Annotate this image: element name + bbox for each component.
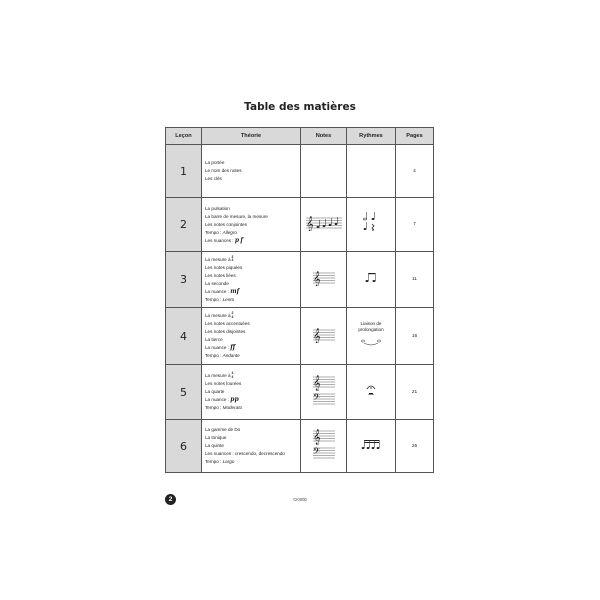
theorie-mesure: La mesure à4 4 [205, 371, 234, 379]
lecon-number: 1 [166, 145, 202, 198]
page-number: 11 [396, 252, 434, 308]
table-row [166, 420, 434, 473]
theorie-nuance: Les nuances : p f [205, 236, 243, 244]
theorie-item: Les notes liées [205, 272, 236, 278]
theorie-nuance: La nuance : mf [205, 287, 240, 295]
lecon-number: 4 [166, 308, 202, 365]
theorie-item: La portée [205, 160, 225, 165]
table-row [166, 145, 434, 198]
theorie-item: La quarte [205, 389, 225, 394]
notes-cell [301, 252, 347, 308]
theorie-mesure: La mesure à2 4 [205, 311, 234, 319]
treble-staff-icon [311, 325, 337, 343]
theorie-item: La pulsation [205, 205, 230, 211]
theorie-item: Les nuances : crescendo, decrescendo [205, 451, 285, 456]
header-theorie: Théorie [202, 128, 301, 145]
beamed-eighths-icon [361, 270, 381, 284]
rythmes-cell [347, 252, 396, 308]
lecon-number: 2 [166, 198, 202, 252]
page-number: 7 [396, 198, 434, 252]
theorie-tempo: Tempo : Lento [205, 296, 235, 302]
half-note-quarter-rest-icon [359, 211, 383, 233]
header-lecon: Leçon [166, 128, 202, 145]
toc-table [165, 127, 434, 473]
header-rythmes: Rythmes [347, 128, 396, 145]
lecon-number: 3 [166, 252, 202, 308]
theorie-item: Les notes lourées [205, 381, 242, 386]
rythmes-text: prolongation [358, 327, 384, 332]
theorie-cell [202, 252, 301, 308]
rythmes-cell [347, 308, 396, 365]
svg-text:𝄞: 𝄞 [312, 375, 321, 391]
tie-icon [359, 336, 383, 346]
rythmes-cell [347, 145, 396, 198]
rythmes-cell [347, 365, 396, 420]
treble-staff-icon [311, 268, 337, 286]
table-row [166, 308, 434, 365]
time-signature: 2 4 [231, 311, 234, 319]
theorie-cell [202, 420, 301, 473]
theorie-cell [202, 145, 301, 198]
page-number: 4 [396, 145, 434, 198]
treble-staff-notes-icon [304, 213, 344, 231]
table-row [166, 198, 434, 252]
theorie-cell [202, 308, 301, 365]
theorie-nuance: La nuance : ff [205, 344, 236, 351]
theorie-nuance: La nuance : pp [205, 396, 239, 403]
sixteenth-notes-icon [359, 437, 383, 451]
table-row [166, 252, 434, 308]
svg-text:𝄞: 𝄞 [312, 328, 321, 343]
theorie-mesure: La mesure à3 4 [205, 254, 234, 263]
rythmes-text: Liaison de [360, 321, 382, 326]
theorie-item: La seconde [205, 280, 229, 286]
time-signature: 3 4 [231, 254, 234, 263]
table-row [166, 365, 434, 420]
notes-cell [301, 420, 347, 473]
footer-code: CI0000 [293, 497, 307, 502]
theorie-cell [202, 198, 301, 252]
theorie-item: Les notes piquées [205, 264, 243, 270]
theorie-item: Les notes accentuées [205, 321, 250, 326]
theorie-tempo: Tempo : Andante [205, 353, 240, 358]
grand-staff-icon [311, 373, 337, 407]
time-signature: 4 4 [231, 371, 234, 379]
svg-text:𝄞: 𝄞 [312, 272, 321, 286]
notes-cell [301, 308, 347, 365]
grand-staff-icon [311, 427, 337, 461]
theorie-item: La gamme de Do [205, 427, 241, 432]
theorie-item: La barre de mesure, la mesure [205, 213, 268, 219]
svg-text:𝄢: 𝄢 [312, 391, 320, 405]
theorie-item: La tonique [205, 435, 227, 440]
theorie-item: La tierce [205, 337, 223, 342]
theorie-tempo: Tempo : Allegro [205, 229, 237, 235]
theorie-tempo: Tempo : Largo [205, 459, 235, 464]
notes-cell [301, 198, 347, 252]
theorie-item: Le nom des notes [205, 168, 242, 173]
theorie-item: Les notes disjointes [205, 329, 246, 334]
rythmes-cell [347, 420, 396, 473]
page-number: 16 [396, 308, 434, 365]
page-number-badge: 2 [165, 494, 176, 505]
notes-cell [301, 365, 347, 420]
svg-text:𝄞: 𝄞 [312, 429, 321, 445]
header-notes: Notes [301, 128, 347, 145]
lecon-number: 5 [166, 365, 202, 420]
lecon-number: 6 [166, 420, 202, 473]
theorie-item: Les notes conjointes [205, 221, 247, 227]
svg-text:𝄞: 𝄞 [305, 217, 314, 231]
fermata-rest-icon [361, 380, 381, 400]
svg-text:𝄢: 𝄢 [312, 445, 320, 459]
header-pages: Pages [396, 128, 434, 145]
theorie-item: Les clés [205, 176, 222, 181]
header-row [166, 128, 434, 145]
theorie-cell [202, 365, 301, 420]
page-title: Table des matières [244, 101, 356, 113]
rythmes-cell [347, 198, 396, 252]
page-number: 26 [396, 420, 434, 473]
theorie-item: La quinte [205, 443, 224, 448]
notes-cell [301, 145, 347, 198]
theorie-tempo: Tempo : Moderato [205, 405, 243, 410]
page-number: 21 [396, 365, 434, 420]
